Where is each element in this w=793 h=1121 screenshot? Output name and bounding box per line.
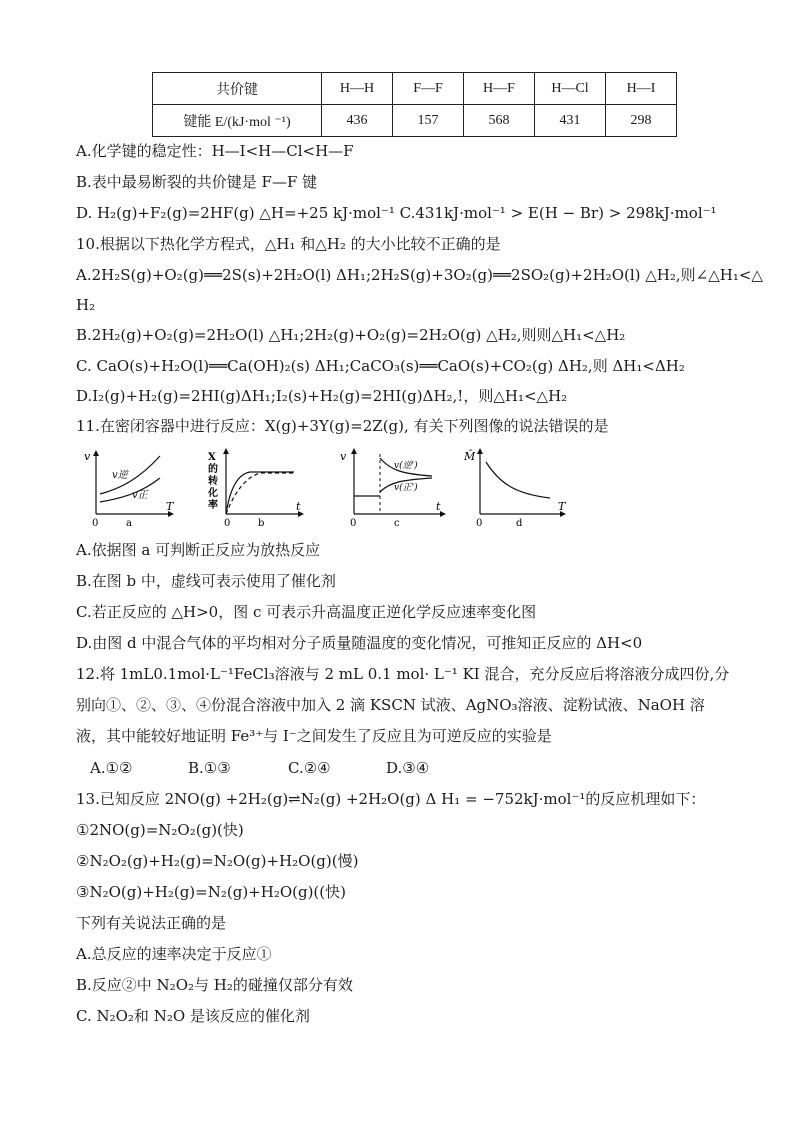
axis-label: v bbox=[84, 450, 91, 463]
table-cell: 431 bbox=[535, 105, 606, 137]
table-cell: H—F bbox=[464, 73, 535, 105]
axis-label: X bbox=[208, 452, 216, 463]
option-a: A.①② bbox=[90, 759, 133, 777]
question-stem: 10.根据以下热化学方程式，△H₁ 和△H₂ 的大小比较不正确的是 bbox=[76, 235, 501, 253]
table-cell: 436 bbox=[322, 105, 393, 137]
option-line: C.若正反应的 △H>0，图 c 可表示升高温度正逆化学反应速率变化图 bbox=[76, 603, 537, 621]
option-line: D.由图 d 中混合气体的平均相对分子质量随温度的变化情况，可推知正反应的 ΔH<0 bbox=[76, 634, 643, 652]
figure-c bbox=[336, 448, 446, 530]
axis-label: 率 bbox=[208, 500, 218, 511]
question-stem: 液，其中能较好地证明 Fe³⁺与 I⁻之间发生了反应且为可逆反应的实验是 bbox=[76, 727, 552, 745]
table-cell: H—Cl bbox=[535, 73, 606, 105]
table-cell: 共价键 bbox=[153, 73, 322, 105]
axis-label: M̄ bbox=[464, 450, 476, 463]
figure-b bbox=[204, 448, 304, 530]
axis-label: t bbox=[436, 500, 441, 513]
option-line: C. CaO(s)+H₂O(l)══Ca(OH)₂(s) ΔH₁;CaCO₃(s)══CaO(s)+CO₂(g) ΔH₂,则 ΔH₁<ΔH₂ bbox=[76, 357, 685, 375]
option-line: D.I₂(g)+H₂(g)=2HI(g)ΔH₁;I₂(s)+H₂(g)=2HI(g)ΔH₂,!，则△H₁<△H₂ bbox=[76, 387, 568, 405]
axis-label: v bbox=[340, 450, 347, 463]
curve-label: v(正') bbox=[394, 483, 418, 493]
origin-label: 0 bbox=[92, 518, 99, 529]
axis-label: t bbox=[296, 500, 301, 513]
option-line: A.化学键的稳定性：H—I<H—Cl<H—F bbox=[76, 142, 354, 160]
table-cell: 157 bbox=[393, 105, 464, 137]
origin-label: 0 bbox=[476, 518, 483, 529]
table-cell: F—F bbox=[393, 73, 464, 105]
question-prompt: 下列有关说法正确的是 bbox=[76, 914, 227, 932]
option-line: B.2H₂(g)+O₂(g)=2H₂O(l) △H₁;2H₂(g)+O₂(g)=2H₂O(g) △H₂,则则△H₁<△H₂ bbox=[76, 326, 626, 344]
option-line: H₂ bbox=[76, 296, 96, 314]
table-cell: 568 bbox=[464, 105, 535, 137]
axis-label: T bbox=[166, 500, 174, 513]
question-stem: 13.已知反应 2NO(g) +2H₂(g)⇌N₂(g) +2H₂O(g) Δ H₁ = −752kJ·mol⁻¹的反应机理如下： bbox=[76, 790, 706, 808]
figure-a bbox=[82, 448, 174, 530]
curve-label: v正 bbox=[132, 490, 148, 501]
mechanism-step: ①2NO(g)=N₂O₂(g)(快) bbox=[76, 821, 244, 839]
figure-row bbox=[76, 448, 576, 530]
table-cell: H—I bbox=[606, 73, 677, 105]
mechanism-step: ②N₂O₂(g)+H₂(g)=N₂O(g)+H₂O(g)(慢) bbox=[76, 852, 359, 870]
origin-label: 0 bbox=[224, 518, 231, 529]
origin-label: 0 bbox=[350, 518, 357, 529]
option-line: B.在图 b 中，虚线可表示使用了催化剂 bbox=[76, 572, 336, 590]
figure-caption: d bbox=[516, 518, 523, 529]
question-stem: 11.在密闭容器中进行反应：X(g)+3Y(g)=2Z(g), 有关下列图像的说法错误的是 bbox=[76, 417, 609, 435]
bond-energy-table bbox=[152, 72, 677, 137]
axis-label: 转 bbox=[208, 476, 218, 487]
axis-label: T bbox=[558, 500, 566, 513]
question-stem: 别向①、②、③、④份混合溶液中加入 2 滴 KSCN 试液、AgNO₃溶液、淀粉试液、NaOH 溶 bbox=[76, 696, 705, 714]
figure-d bbox=[464, 448, 568, 530]
table-cell: 298 bbox=[606, 105, 677, 137]
option-line: A.总反应的速率决定于反应① bbox=[76, 945, 272, 963]
table-row bbox=[153, 105, 677, 137]
mechanism-step: ③N₂O(g)+H₂(g)=N₂(g)+H₂O(g)((快) bbox=[76, 883, 346, 901]
table-cell: 键能 E/(kJ·mol ⁻¹) bbox=[153, 105, 322, 137]
option-line: A.2H₂S(g)+O₂(g)══2S(s)+2H₂O(l) ΔH₁;2H₂S(g)+3O₂(g)══2SO₂(g)+2H₂O(l) △H₂,则∠△H₁<△ bbox=[76, 266, 763, 284]
table-cell: H—H bbox=[322, 73, 393, 105]
curve-label: v逆 bbox=[112, 470, 128, 481]
option-c: C.②④ bbox=[288, 759, 331, 777]
figure-caption: a bbox=[126, 518, 132, 529]
axis-label: 化 bbox=[208, 488, 218, 499]
option-line: C. N₂O₂和 N₂O 是该反应的催化剂 bbox=[76, 1007, 310, 1025]
option-d: D.③④ bbox=[386, 759, 430, 777]
table-header-row bbox=[153, 73, 677, 105]
question-stem: 12.将 1mL0.1mol·L⁻¹FeCl₃溶液与 2 mL 0.1 mol· L⁻¹ KI 混合，充分反应后将溶液分成四份,分 bbox=[76, 665, 730, 683]
option-line: A.依据图 a 可判断正反应为放热反应 bbox=[76, 541, 321, 559]
option-b: B.①③ bbox=[188, 759, 231, 777]
option-line: D. H₂(g)+F₂(g)=2HF(g) △H=+25 kJ·mol⁻¹ C.431kJ·mol⁻¹ > E(H − Br) > 298kJ·mol⁻¹ bbox=[76, 204, 717, 222]
axis-label: 的 bbox=[208, 464, 218, 475]
figure-caption: c bbox=[394, 518, 400, 529]
option-line: B.反应②中 N₂O₂与 H₂的碰撞仅部分有效 bbox=[76, 976, 353, 994]
curve-label: v(逆') bbox=[394, 461, 418, 471]
figure-caption: b bbox=[258, 518, 265, 529]
option-line: B.表中最易断裂的共价键是 F—F 键 bbox=[76, 173, 318, 191]
